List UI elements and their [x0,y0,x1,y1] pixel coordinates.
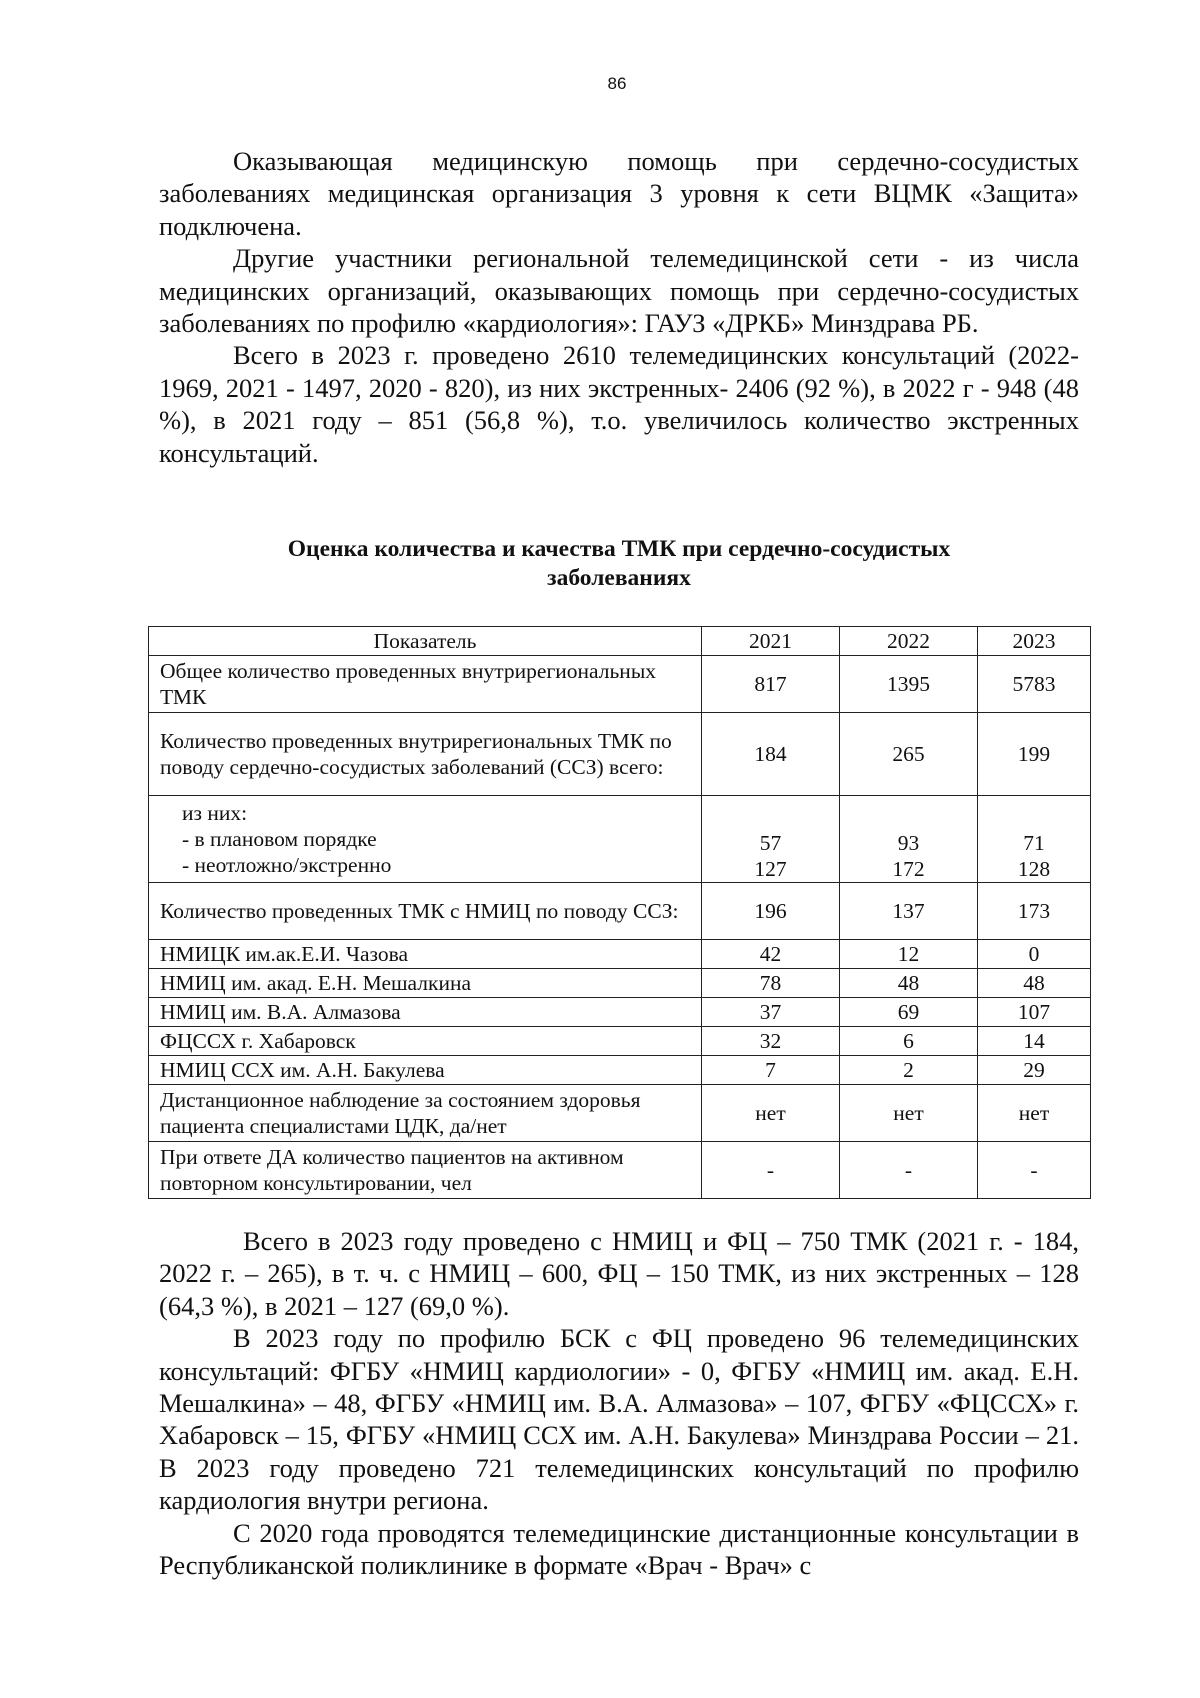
cell-2021: 37 [702,998,840,1027]
urgent-value: 127 [754,857,787,881]
cell-2022: 48 [840,969,978,998]
cell-2022: 12 [840,940,978,969]
row-label: Количество проведенных ТМК с НМИЦ по поводу ССЗ: [149,883,702,940]
cell-2023: 173 [978,883,1091,940]
page-number: 86 [607,74,627,93]
table-title [159,535,1079,593]
planned-value: 71 [1023,831,1045,855]
cell-2022 [840,796,978,883]
cell-2023: 48 [978,969,1091,998]
row-label-planned: - в плановом порядке [182,827,377,851]
tmk-table [148,626,1091,1199]
table-row [149,969,1091,998]
row-label: ФЦССХ г. Хабаровск [149,1027,702,1056]
column-header: 2022 [840,627,978,656]
cell-2023: 199 [978,713,1091,796]
table-title-line: заболеваниях [547,565,691,591]
cell-2021: 7 [702,1056,840,1085]
cell-2022: 265 [840,713,978,796]
table-row [149,998,1091,1027]
cell-2023: 107 [978,998,1091,1027]
cell-2021: 196 [702,883,840,940]
urgent-value: 128 [1017,857,1051,881]
cell-2022: - [840,1142,978,1199]
column-header: Показатель [149,627,702,656]
row-label-urgent: - неотложно/экстренно [182,853,392,877]
row-label: НМИЦ ССХ им. А.Н. Бакулева [149,1056,702,1085]
cell-2022: 2 [840,1056,978,1085]
row-label: При ответе ДА количество пациентов на активном повторном консультировании, чел [149,1142,702,1199]
table-row [149,1142,1091,1199]
table-row [149,1027,1091,1056]
cell-2023: - [978,1142,1091,1199]
cell-2023: 0 [978,940,1091,969]
table-row [149,1056,1091,1085]
row-label [149,796,702,883]
cell-2021: - [702,1142,840,1199]
column-header: 2021 [702,627,840,656]
table-row [149,713,1091,796]
cell-2022: 6 [840,1027,978,1056]
paragraph: Другие участники региональной телемедицинской сети - из числа медицинских организаций, оказывающих помощь при сердечно-сосудистых заболеваниях по профилю «кардиология»: ГАУЗ «ДРКБ» Минздрава РБ. [159,243,1079,339]
row-label: Количество проведенных внутрирегиональных ТМК по поводу сердечно-сосудистых заболеваний (ССЗ) всего: [149,713,702,796]
urgent-value: 172 [892,857,925,881]
cell-2021: 32 [702,1027,840,1056]
cell-2021: нет [702,1085,840,1142]
cell-2023: 14 [978,1027,1091,1056]
cell-2023: 29 [978,1056,1091,1085]
paragraph: Всего в 2023 году проведено с НМИЦ и ФЦ – 750 ТМК (2021 г. - 184, 2022 г. – 265), в т. ч. с НМИЦ – 600, ФЦ – 150 ТМК, из них экстренных – 128 (64,3 %), в 2021 – 127 (69,0 %). [159,1226,1079,1321]
table-row [149,883,1091,940]
cell-2022: 1395 [840,656,978,713]
cell-2022: нет [840,1085,978,1142]
table-row [149,1085,1091,1142]
cell-2021: 184 [702,713,840,796]
paragraph: В 2023 году по профилю БСК с ФЦ проведено 96 телемедицинских консультаций: ФГБУ «НМИЦ кардиологии» - 0, ФГБУ «НМИЦ им. акад. Е.Н. Мешалкина» – 48, ФГБУ «НМИЦ им. В.А. Алмазова» – 107, ФГБУ «ФЦССХ» г. Хабаровск – 15, ФГБУ «НМИЦ ССХ им. А.Н. Бакулева» Минздрава России – 21. В 2023 году проведено 721 телемедицинских консультаций по профилю кардиология внутри региона. [159,1323,1079,1516]
row-label: Общее количество проведенных внутрирегиональных ТМК [149,656,702,713]
table-title-line: Оценка количества и качества ТМК при сердечно-сосудистых [287,536,951,562]
cell-2021 [702,796,840,883]
column-header: 2023 [978,627,1091,656]
row-label: НМИЦК им.ак.Е.И. Чазова [149,940,702,969]
cell-2021: 817 [702,656,840,713]
cell-2021: 42 [702,940,840,969]
cell-2023 [978,796,1091,883]
cell-2022: 137 [840,883,978,940]
summary-section [159,1225,1079,1581]
planned-value: 57 [759,831,782,855]
row-label: Дистанционное наблюдение за состоянием здоровья пациента специалистами ЦДК, да/нет [149,1085,702,1142]
row-label-intro: из них: [182,801,248,825]
cell-2023: нет [978,1085,1091,1142]
paragraph: С 2020 года проводятся телемедицинские дистанционные консультации в Республиканской поликлинике в формате «Врач - Врач» с [159,1517,1079,1581]
table-row [149,796,1091,883]
paragraph: Оказывающая медицинскую помощь при сердечно-сосудистых заболеваниях медицинская организация 3 уровня к сети ВЦМК «Защита» подключена. [159,146,1079,241]
table-row [149,656,1091,713]
row-label: НМИЦ им. В.А. Алмазова [149,998,702,1027]
cell-2023: 5783 [978,656,1091,713]
cell-2021: 78 [702,969,840,998]
table-header-row [149,627,1091,656]
paragraph: Всего в 2023 г. проведено 2610 телемедицинских консультаций (2022- 1969, 2021 - 1497, 2020 - 820), из них экстренных- 2406 (92 %), в 2022 г - 948 (48 %), в 2021 году – 851 (56,8 %), т.о. увеличилось количество экстренных консультаций. [159,340,1079,468]
table-row [149,940,1091,969]
cell-2022: 69 [840,998,978,1027]
planned-value: 93 [897,831,920,855]
row-label: НМИЦ им. акад. Е.Н. Мешалкина [149,969,702,998]
intro-section [159,145,1079,469]
